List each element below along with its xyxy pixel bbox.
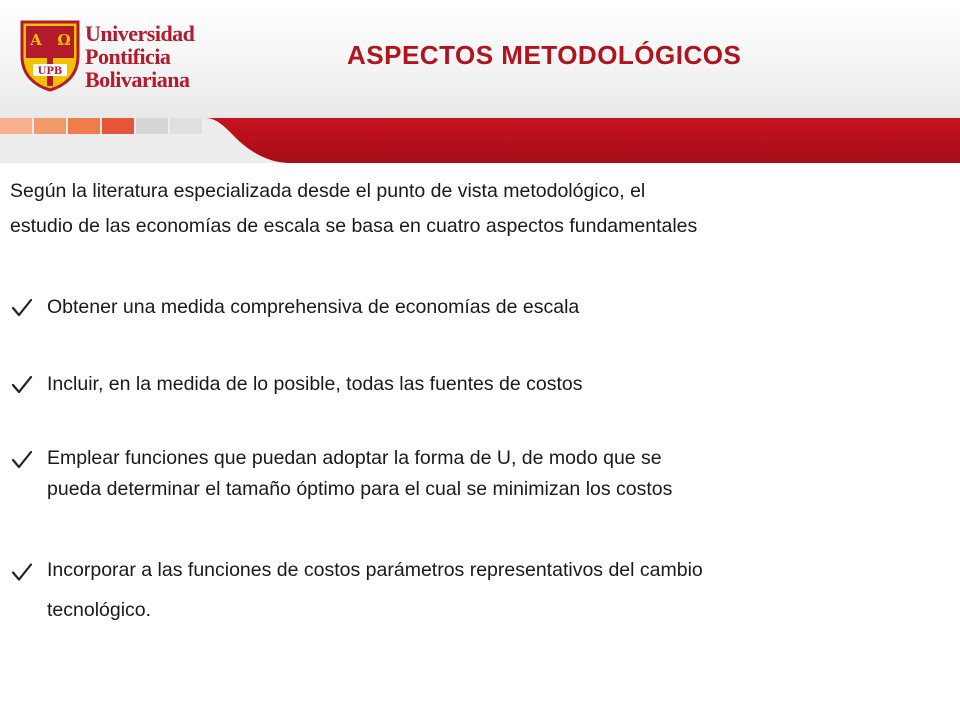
intro-paragraph xyxy=(10,174,955,244)
checkmark-icon xyxy=(10,291,34,324)
intro-line-2: estudio de las economías de escala se basa en cuatro aspectos fundamentales xyxy=(10,215,698,237)
bullet-line-2: pueda determinar el tamaño óptimo para el cual se minimizan los costos xyxy=(47,478,673,500)
checkmark-icon xyxy=(10,443,34,476)
logo-line-1: Universidad xyxy=(85,21,195,46)
shield-icon xyxy=(20,20,80,92)
logo-wordmark xyxy=(85,22,194,91)
slide-content xyxy=(10,174,955,244)
slide-header xyxy=(0,0,960,118)
shield-alpha: A xyxy=(30,31,42,49)
bullet-item-2 xyxy=(10,368,955,401)
decorative-red-band xyxy=(0,118,960,163)
bullet-line-2: tecnológico. xyxy=(47,599,152,621)
bullet-item-3 xyxy=(10,443,955,505)
shield-upb: UPB xyxy=(37,66,63,77)
page-title: ASPECTOS METODOLÓGICOS xyxy=(347,40,742,70)
bullet-item-1 xyxy=(10,291,955,324)
logo-line-3: Bolivariana xyxy=(85,67,190,92)
checkmark-icon xyxy=(10,368,34,401)
checkmark-icon xyxy=(10,550,34,590)
shield-omega: Ω xyxy=(57,31,71,49)
bullet-text xyxy=(47,443,955,505)
intro-line-1: Según la literatura especializada desde el punto de vista metodológico, el xyxy=(10,180,646,202)
university-logo xyxy=(20,18,210,98)
bullet-text: Obtener una medida comprehensiva de economías de escala xyxy=(47,296,580,318)
bullet-line-1: Incorporar a las funciones de costos parámetros representativos del cambio xyxy=(47,559,703,581)
bullet-item-4 xyxy=(10,550,955,630)
logo-line-2: Pontificia xyxy=(85,44,171,69)
bullet-line-1: Emplear funciones que puedan adoptar la forma de U, de modo que se xyxy=(47,447,662,469)
bullet-text: Incluir, en la medida de lo posible, todas las fuentes de costos xyxy=(47,373,583,395)
bullet-text xyxy=(47,550,955,630)
